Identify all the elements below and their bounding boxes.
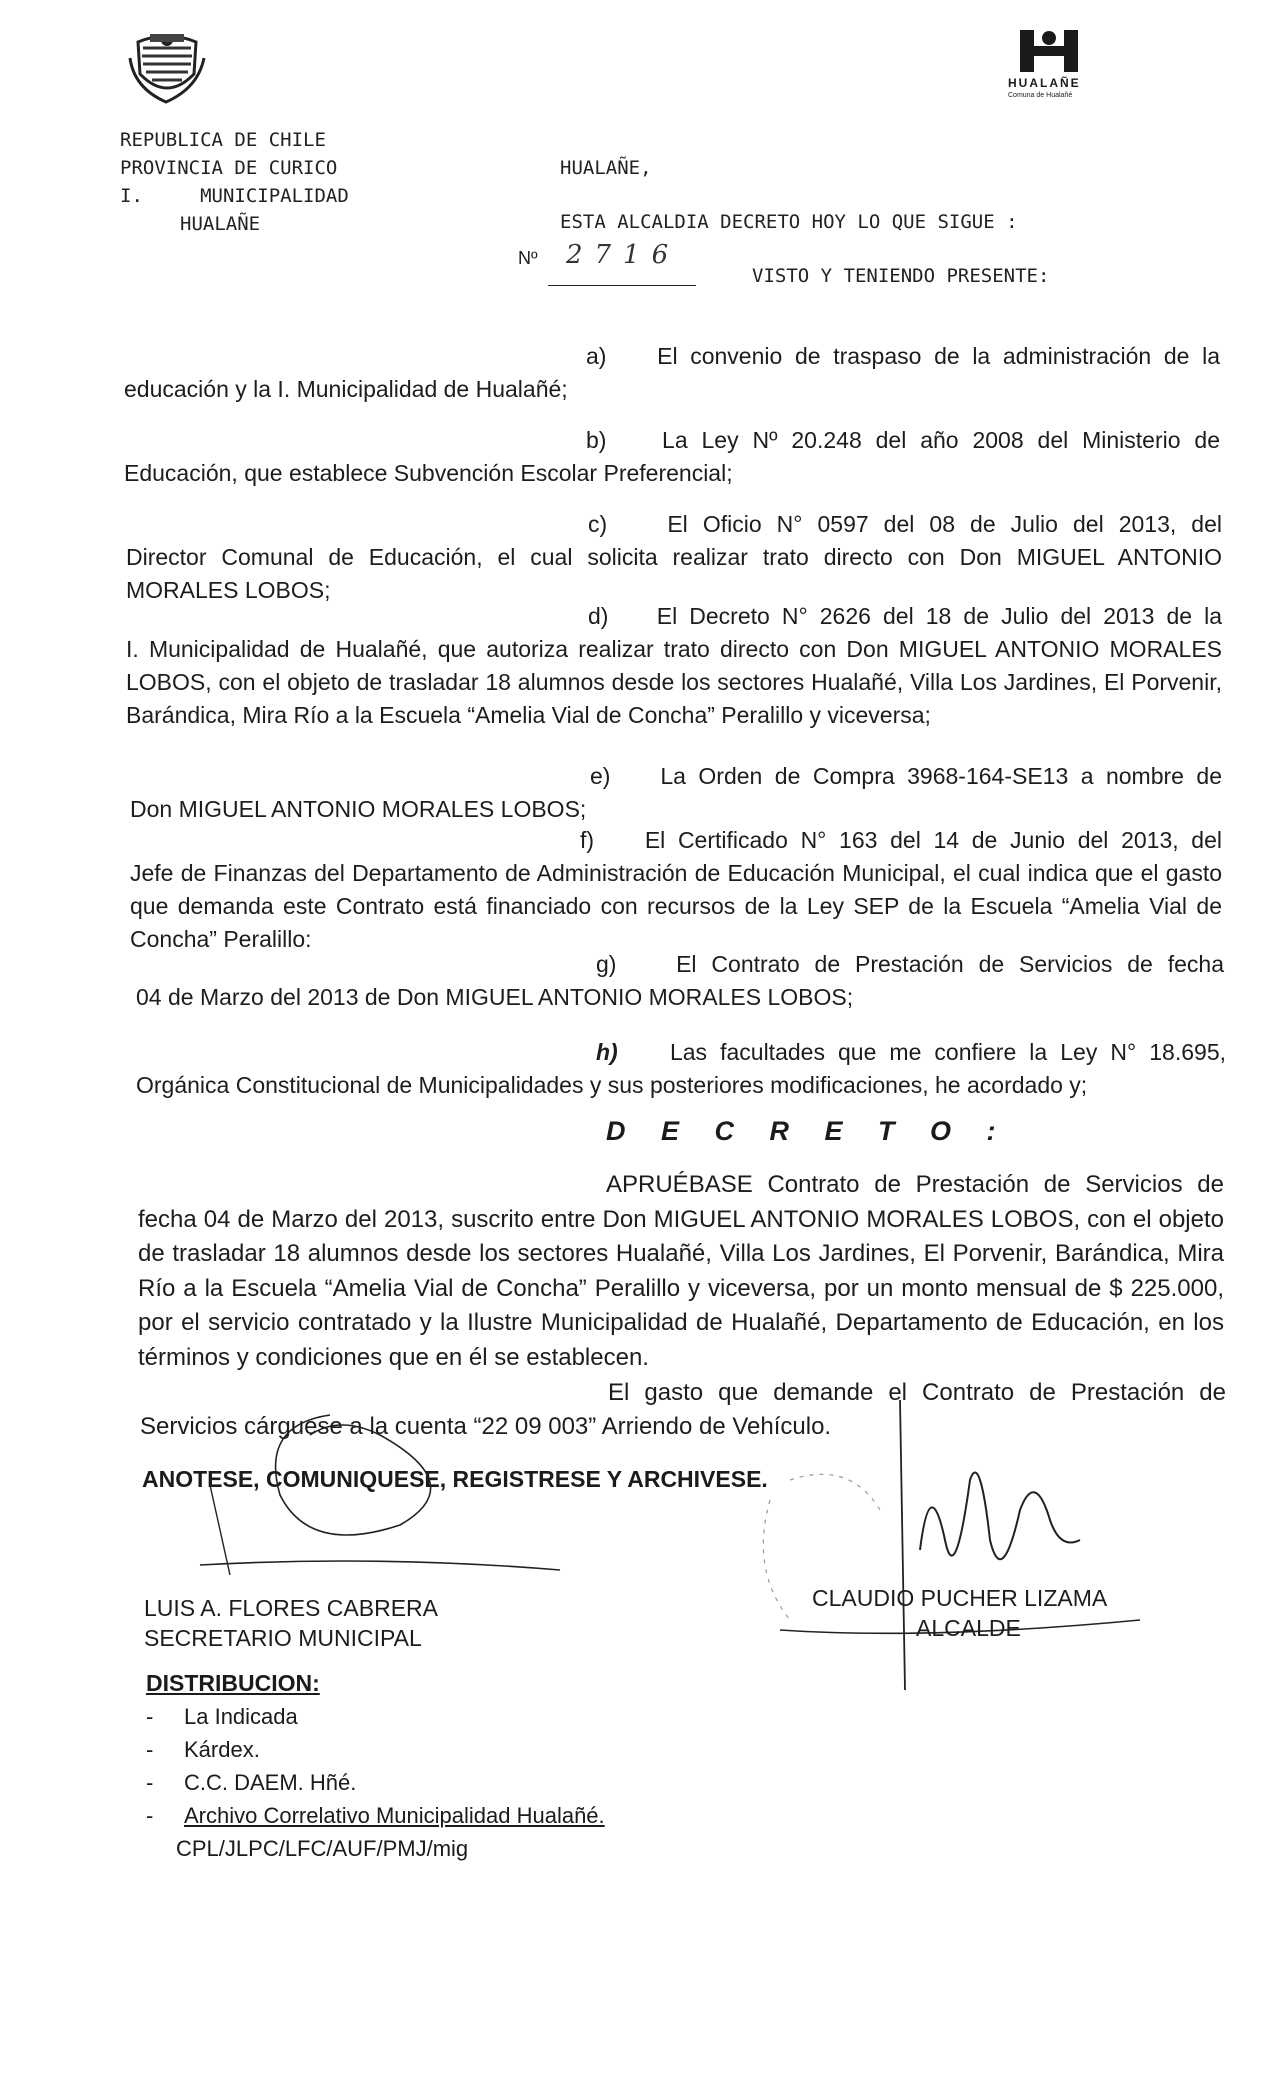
signer-left-title: SECRETARIO MUNICIPAL — [144, 1625, 422, 1651]
municipal-crest-icon — [128, 28, 206, 106]
consideration-d: d) El Decreto N° 2626 del 18 de Julio del 2013 de la I. Municipalidad de Hualañé, que autoriza realizar trato directo con Don MIGUEL ANTONIO MORALES LOBOS, con el objeto de trasladar 18 alumnos desde los sectores Hualañé, Villa Los Jardines, El Porvenir, Barándica, Mira Río a la Escuela “Amelia Vial de Concha” Peralillo y viceversa; — [126, 603, 1222, 728]
signer-right-title: ALCALDE — [916, 1615, 1021, 1641]
distribution-title: DISTRIBUCION: — [146, 1670, 320, 1696]
logo-right-text: HUALAÑE — [1008, 76, 1081, 90]
decreto-title: D E C R E T O : — [606, 1116, 1010, 1146]
number-prefix: Nº — [518, 248, 538, 268]
number-underline — [548, 285, 696, 286]
consideration-letter: c) — [588, 511, 608, 537]
consideration-a: a) El convenio de traspaso de la administración de la educación y la I. Municipalidad de Hualañé; — [124, 343, 1220, 402]
consideration-letter: g) — [596, 951, 617, 977]
hualane-logo-icon — [1018, 28, 1082, 74]
org-line-1: REPUBLICA DE CHILE — [120, 129, 326, 151]
distribution-item: - C.C. DAEM. Hñé. — [146, 1770, 357, 1795]
consideration-f: f) El Certificado N° 163 del 14 de Junio del 2013, del Jefe de Finanzas del Departamento de Administración de Educación Municipal, el cual indica que el gasto que demanda este Contrato está financiado con recursos de la Ley SEP de la Escuela “Amelia Vial de Concha” Peralillo: — [130, 827, 1223, 952]
decreto-paragraph-2: El gasto que demande el Contrato de Prestación de Servicios cárguese a la cuenta “22 09 003” Arriendo de Vehículo. — [140, 1379, 1226, 1440]
distribution-item: - Kárdex. — [146, 1737, 260, 1762]
signature-right-icon — [690, 1390, 1190, 1710]
consideration-g: g) El Contrato de Prestación de Servicios de fecha 04 de Marzo del 2013 de Don MIGUEL ANTONIO MORALES LOBOS; — [136, 951, 1225, 1010]
consideration-c: c) El Oficio N° 0597 del 08 de Julio del 2013, del Director Comunal de Educación, el cual solicita realizar trato directo con Don MIGUEL ANTONIO MORALES LOBOS; — [126, 511, 1222, 603]
signer-right-name: CLAUDIO PUCHER LIZAMA — [812, 1585, 1108, 1611]
decreto-paragraph-1: APRUÉBASE Contrato de Prestación de Servicios de fecha 04 de Marzo del 2013, suscrito entre Don MIGUEL ANTONIO MORALES LOBOS, con el objeto de trasladar 18 alumnos desde los sectores Hualañé, Villa Los Jardines, El Porvenir, Barándica, Mira Río a la Escuela “Amelia Vial de Concha” Peralillo y viceversa, por un monto mensual de $ 225.000, por el servicio contratado y la Ilustre Municipalidad de Hualañé, Departamento de Educación, en los términos y condiciones que en él se establecen. — [138, 1171, 1224, 1371]
visto-label: VISTO Y TENIENDO PRESENTE: — [752, 265, 1050, 287]
distribution-item: - La Indicada — [146, 1704, 298, 1729]
consideration-letter: d) — [588, 603, 609, 629]
distribution-initials: CPL/JLPC/LFC/AUF/PMJ/mig — [176, 1836, 469, 1861]
consideration-letter: h) — [596, 1039, 618, 1065]
consideration-letter: b) — [586, 427, 607, 453]
decree-number: 2716 — [566, 240, 681, 270]
consideration-letter: e) — [590, 763, 611, 789]
org-line-3: I. MUNICIPALIDAD — [120, 185, 349, 207]
decree-intro: ESTA ALCALDIA DECRETO HOY LO QUE SIGUE : — [560, 211, 1018, 233]
consideration-b: b) La Ley Nº 20.248 del año 2008 del Ministerio de Educación, que establece Subvención Escolar Preferencial; — [124, 427, 1220, 486]
closing-line: ANOTESE, COMUNIQUESE, REGISTRESE Y ARCHIVESE. — [142, 1466, 768, 1492]
place-label: HUALAÑE, — [560, 157, 652, 179]
consideration-e: e) La Orden de Compra 3968-164-SE13 a nombre de Don MIGUEL ANTONIO MORALES LOBOS; — [130, 763, 1223, 822]
logo-right-sub: Comuna de Hualañé — [1008, 92, 1073, 99]
consideration-letter: f) — [580, 827, 595, 853]
consideration-letter: a) — [586, 343, 607, 369]
distribution-list — [146, 1700, 605, 1865]
signer-left-name: LUIS A. FLORES CABRERA — [144, 1595, 438, 1621]
consideration-h: h) Las facultades que me confiere la Ley N° 18.695, Orgánica Constitucional de Municipalidades y sus posteriores modificaciones, he acordado y; — [136, 1039, 1227, 1098]
org-line-4: HUALAÑE — [180, 213, 261, 235]
distribution-item: - Archivo Correlativo Municipalidad Hualañé. — [146, 1803, 605, 1828]
org-line-2: PROVINCIA DE CURICO — [120, 157, 338, 179]
